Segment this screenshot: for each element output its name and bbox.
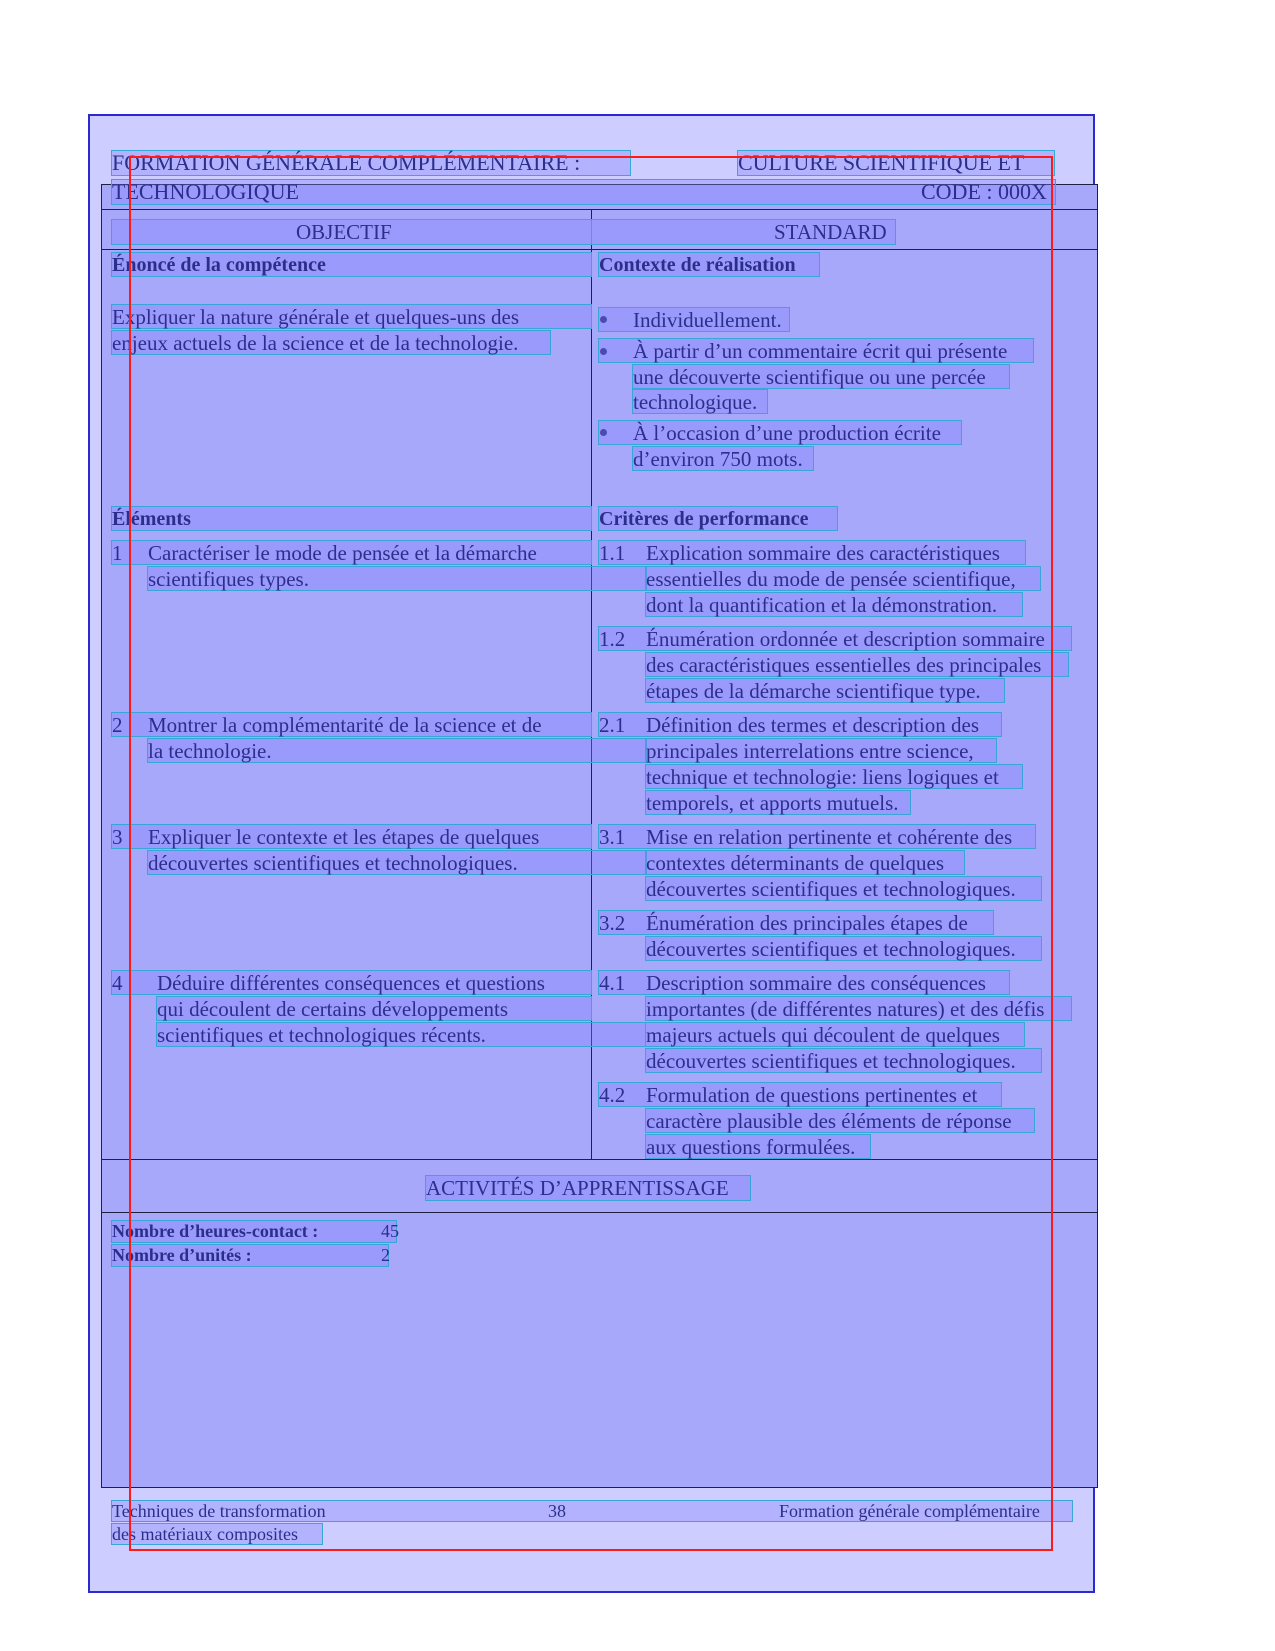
competence-line: enjeux actuels de la science et de la technologie.	[112, 331, 519, 355]
critere-number: 1.1	[599, 541, 626, 565]
element-text: scientifiques et technologiques récents.	[157, 1023, 486, 1047]
contexte-item: Individuellement.	[633, 308, 782, 332]
contexte-item-cont: une découverte scientifique ou une percée	[633, 365, 986, 389]
critere-number: 3.1	[599, 825, 626, 849]
critere-number: 1.2	[599, 627, 626, 651]
critere-text: découvertes scientifiques et technologiques.	[646, 1049, 1016, 1073]
critere-text: Description sommaire des conséquences	[646, 971, 986, 995]
critere-text: Énumération ordonnée et description sommaire	[646, 627, 1045, 651]
contexte-item: À l’occasion d’une production écrite	[633, 421, 941, 445]
element-number: 2	[112, 713, 123, 737]
critere-number: 4.1	[599, 971, 626, 995]
critere-number: 3.2	[599, 911, 626, 935]
element-text: scientifiques types.	[148, 567, 309, 591]
course-title: CULTURE SCIENTIFIQUE ET	[738, 150, 1025, 175]
footer-section: Formation générale complémentaire	[779, 1501, 1040, 1521]
element-number: 3	[112, 825, 123, 849]
critere-text: temporels, et apports mutuels.	[646, 791, 899, 815]
activites-heading: ACTIVITÉS D’APPRENTISSAGE	[426, 1176, 729, 1200]
critere-text: contextes déterminants de quelques	[646, 851, 944, 875]
elements-heading: Éléments	[112, 508, 191, 530]
element-text: la technologie.	[148, 739, 272, 763]
critere-text: technique et technologie: liens logiques et	[646, 765, 999, 789]
contexte-item-cont: d’environ 750 mots.	[633, 447, 803, 471]
program-title: FORMATION GÉNÉRALE COMPLÉMENTAIRE :	[112, 150, 581, 175]
critere-text: Formulation de questions pertinentes et	[646, 1083, 978, 1107]
critere-text: Explication sommaire des caractéristiques	[646, 541, 1000, 565]
selection-box	[129, 156, 1053, 1551]
critere-text: aux questions formulées.	[646, 1135, 856, 1159]
column-header-standard: STANDARD	[774, 220, 887, 244]
element-text: Déduire différentes conséquences et questions	[157, 971, 545, 995]
competence-line: Expliquer la nature générale et quelques-uns des	[112, 305, 520, 329]
critere-text: découvertes scientifiques et technologiques.	[646, 877, 1016, 901]
footer-program-cont: des matériaux composites	[112, 1524, 298, 1544]
element-number: 4	[112, 971, 123, 995]
contexte-heading: Contexte de réalisation	[599, 254, 796, 276]
criteres-heading: Critères de performance	[599, 508, 809, 530]
critere-text: essentielles du mode de pensée scientifique,	[646, 567, 1016, 591]
critere-number: 4.2	[599, 1083, 626, 1107]
course-code: CODE : 000X	[921, 179, 1047, 204]
column-header-objectif: OBJECTIF	[296, 220, 392, 244]
contexte-item-cont: technologique.	[633, 390, 758, 414]
unites-label: Nombre d’unités :	[112, 1245, 252, 1265]
element-text: Expliquer le contexte et les étapes de quelques	[148, 825, 540, 849]
footer-program: Techniques de transformation	[112, 1501, 326, 1521]
contexte-item: À partir d’un commentaire écrit qui présente	[633, 339, 1008, 363]
critere-text: majeurs actuels qui découlent de quelques	[646, 1023, 1000, 1047]
critere-text: Définition des termes et description des	[646, 713, 979, 737]
competence-heading: Énoncé de la compétence	[112, 254, 326, 276]
critere-text: principales interrelations entre science,	[646, 739, 974, 763]
critere-text: dont la quantification et la démonstration.	[646, 593, 998, 617]
page-number: 38	[548, 1501, 566, 1521]
course-title-cont: TECHNOLOGIQUE	[112, 179, 299, 204]
critere-text: caractère plausible des éléments de réponse	[646, 1109, 1012, 1133]
critere-text: importantes (de différentes natures) et des défis	[646, 997, 1045, 1021]
element-text: découvertes scientifiques et technologiques.	[148, 851, 518, 875]
element-text: qui découlent de certains développements	[157, 997, 509, 1021]
critere-text: des caractéristiques essentielles des principales	[646, 653, 1042, 677]
element-number: 1	[112, 541, 123, 565]
critere-text: Énumération des principales étapes de	[646, 911, 968, 935]
critere-text: découvertes scientifiques et technologiques.	[646, 937, 1016, 961]
heures-value: 45	[381, 1221, 399, 1241]
heures-label: Nombre d’heures-contact :	[112, 1221, 319, 1241]
critere-text: Mise en relation pertinente et cohérente des	[646, 825, 1013, 849]
element-text: Montrer la complémentarité de la science et de	[148, 713, 542, 737]
unites-value: 2	[381, 1245, 390, 1265]
critere-text: étapes de la démarche scientifique type.	[646, 679, 981, 703]
critere-number: 2.1	[599, 713, 626, 737]
element-text: Caractériser le mode de pensée et la démarche	[148, 541, 537, 565]
